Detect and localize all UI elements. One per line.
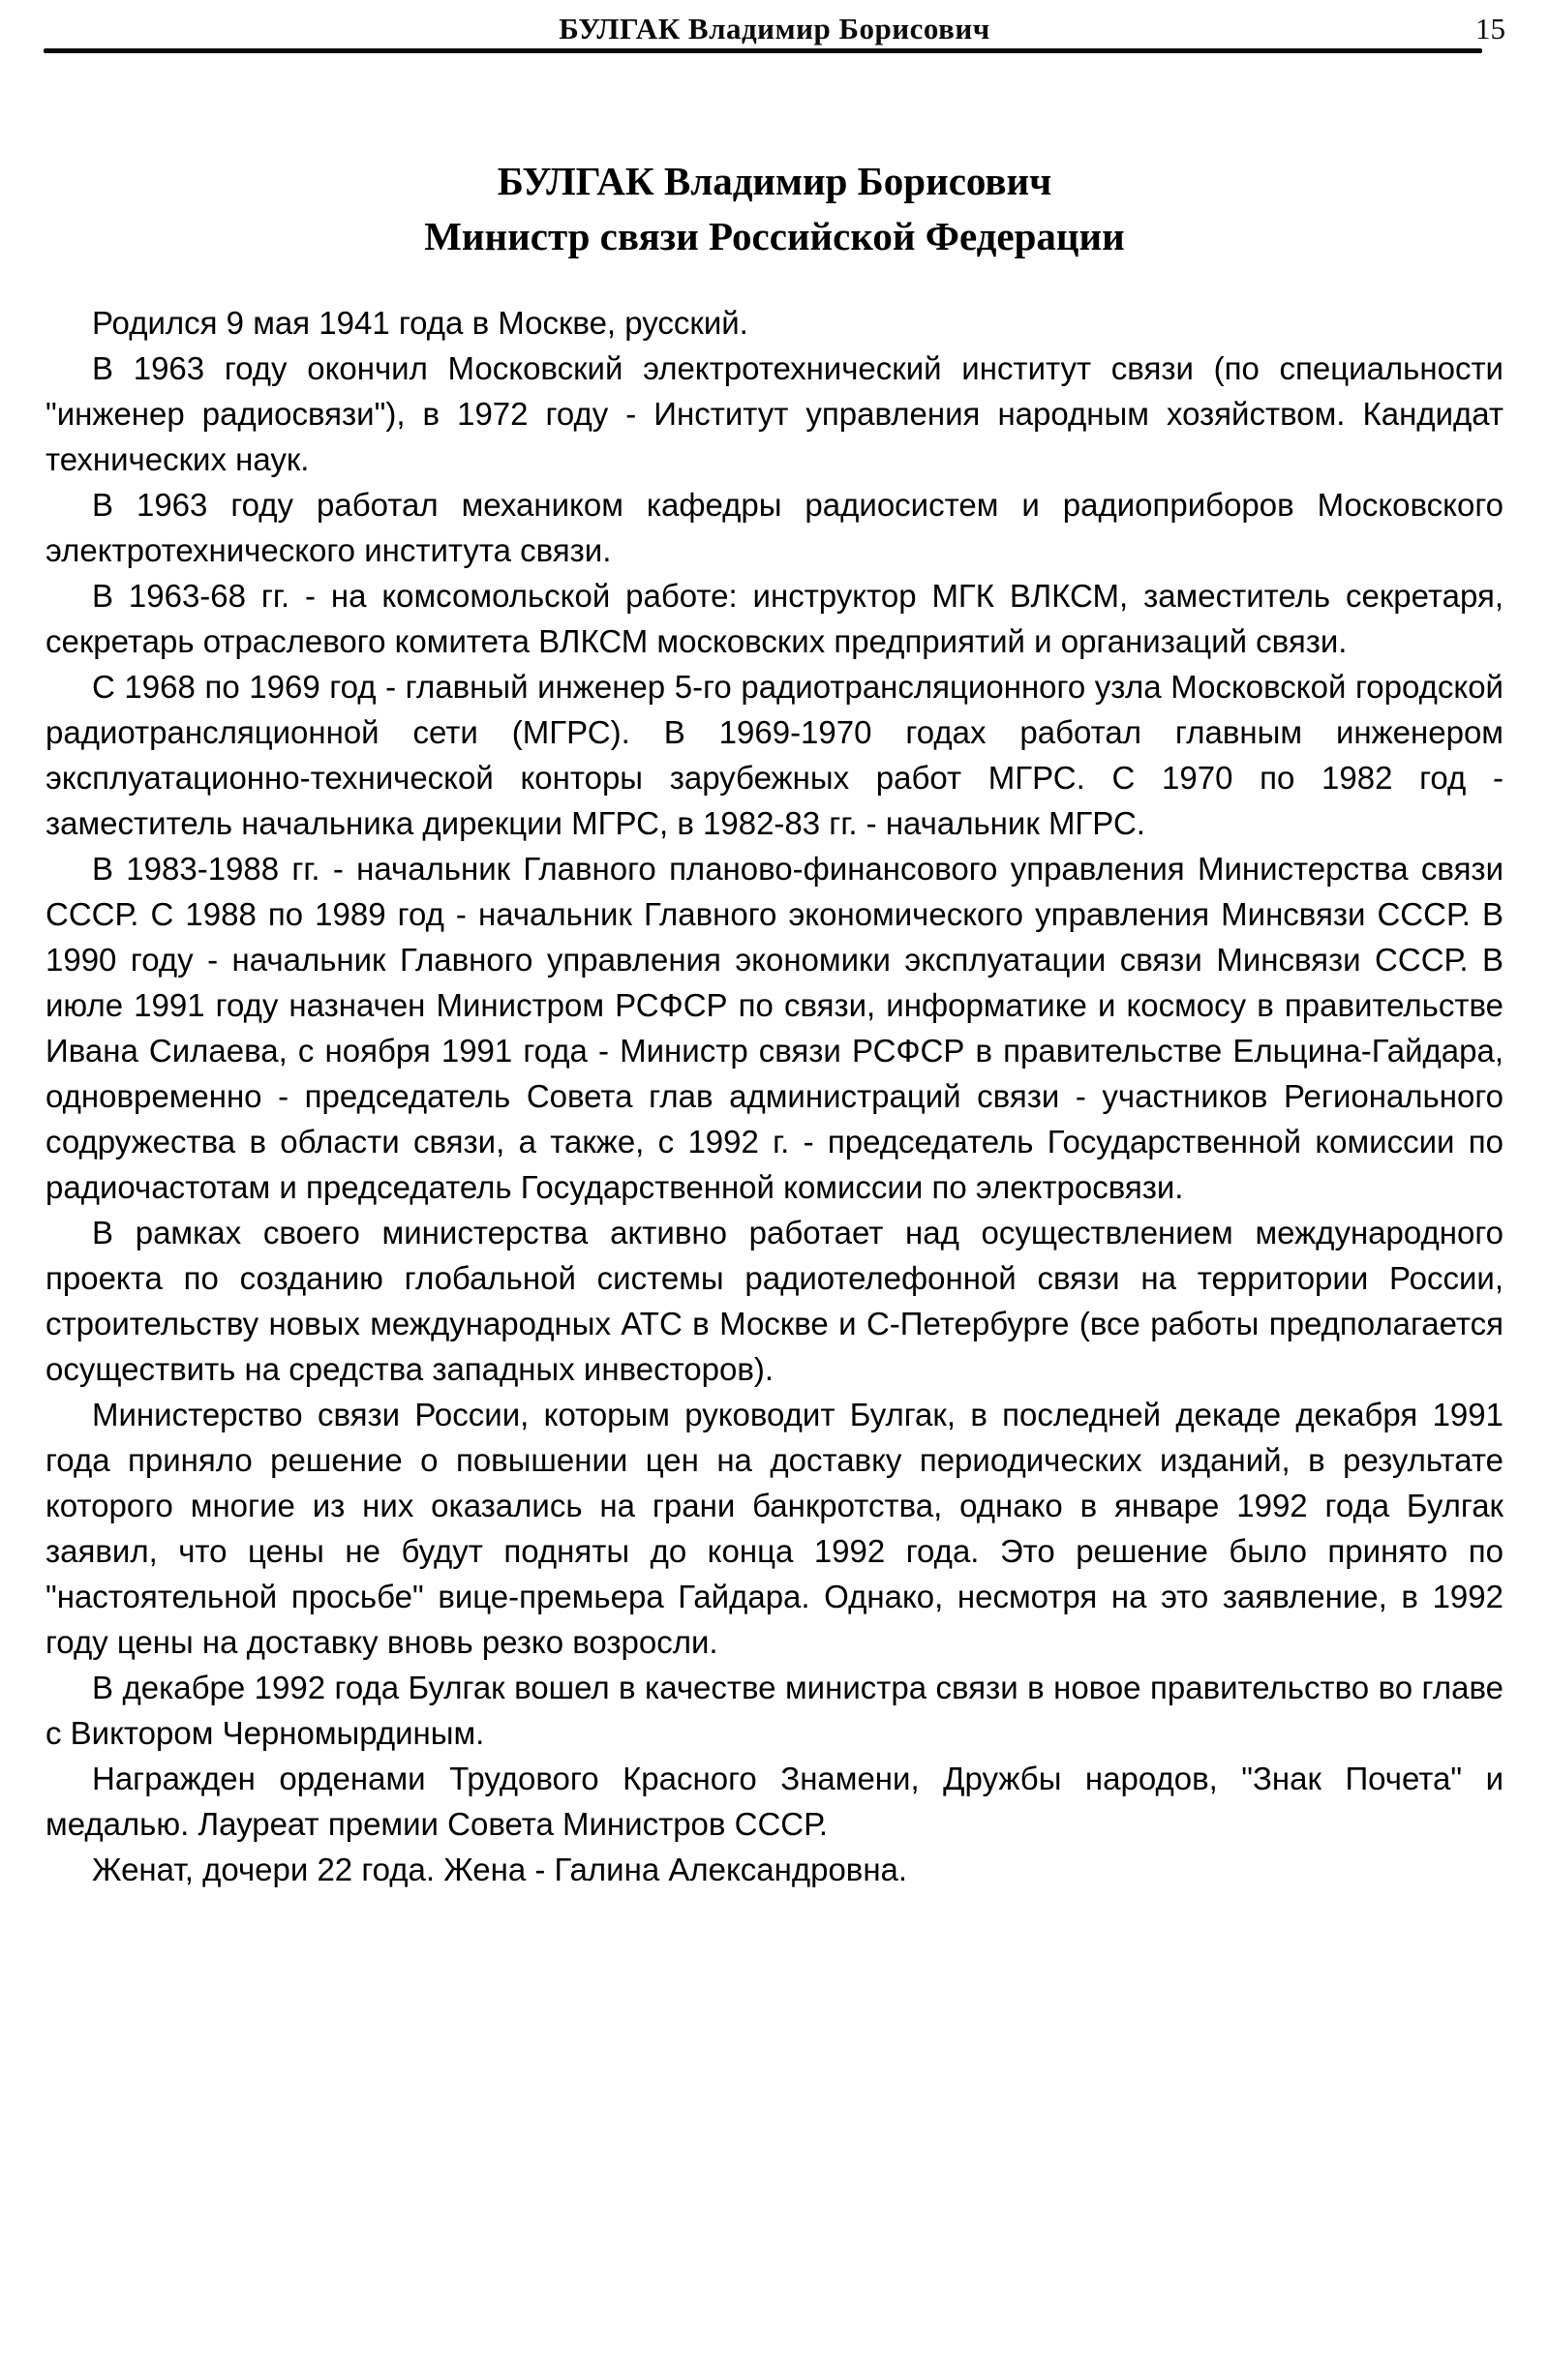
paragraph-komsomol: В 1963-68 гг. - на комсомольской работе: инструктор МГК ВЛКСМ, заместитель секретаря, секретарь отраслевого комитета ВЛКСМ московских предприятий и организаций связи. xyxy=(46,578,1503,659)
paragraph-ministry-career: В 1983-1988 гг. - начальник Главного планово-финансового управления Министерства связи СССР. С 1988 по 1989 год - начальник Главного экономического управления Минсвязи СССР. В 1990 году - начальник Главного управления экономики эксплуатации связи Минсвязи СССР. В июле 1991 году назначен Министром РСФСР по связи, информатике и космосу в правительстве Ивана Силаева, с ноября 1991 года - Министр связи РСФСР в правительстве Ельцина-Гайдара, одновременно - председатель Совета глав администраций связи - участников Регионального содружества в области связи, а также, с 1992 г. - председатель Государственной комиссии по радиочастотам и председатель Государственной комиссии по электросвязи. xyxy=(46,851,1503,1205)
article-body xyxy=(46,300,1503,1892)
paragraph-education: В 1963 году окончил Московский электротехнический институт связи (по специальности "инженер радиосвязи"), в 1972 году - Институт управления народным хозяйством. Кандидат технических наук. xyxy=(46,350,1503,477)
paragraph-new-government: В декабре 1992 года Булгак вошел в качестве министра связи в новое правительство во главе с Виктором Черномырдиным. xyxy=(46,1670,1503,1751)
running-title: БУЛГАК Владимир Борисович xyxy=(559,12,990,45)
article-subtitle: Министр связи Российской Федерации xyxy=(424,214,1125,258)
paragraph-mgrs-career: С 1968 по 1969 год - главный инженер 5-го радиотрансляционного узла Московской городской радиотрансляционной сети (МГРС). В 1969-1970 годах работал главным инженером эксплуатационно-технической конторы зарубежных работ МГРС. С 1970 по 1982 год - заместитель начальника дирекции МГРС, в 1982-83 гг. - начальник МГРС. xyxy=(46,669,1503,841)
paragraph-awards: Награжден орденами Трудового Красного Знамени, Дружбы народов, "Знак Почета" и медалью. Лауреат премии Совета Министров СССР. xyxy=(46,1761,1503,1842)
page-number: 15 xyxy=(1475,12,1505,45)
header-rule-divider xyxy=(44,48,1482,53)
paragraph-projects: В рамках своего министерства активно работает над осуществлением международного проекта по созданию глобальной системы радиотелефонной связи на территории России, строительству новых международных АТС в Москве и С-Петербурге (все работы предполагается осуществить на средства западных инвесторов). xyxy=(46,1215,1503,1387)
paragraph-birth: Родился 9 мая 1941 года в Москве, русский. xyxy=(92,305,748,341)
article-title: БУЛГАК Владимир Борисович xyxy=(497,159,1052,203)
paragraph-first-job: В 1963 году работал механиком кафедры радиосистем и радиоприборов Московского электротехнического института связи. xyxy=(46,487,1503,568)
paragraph-family: Женат, дочери 22 года. Жена - Галина Александровна. xyxy=(92,1852,908,1887)
running-header xyxy=(44,12,1505,50)
paragraph-price-decision: Министерство связи России, которым руководит Булгак, в последней декаде декабря 1991 года приняло решение о повышении цен на доставку периодических изданий, в результате которого многие из них оказались на грани банкротства, однако в январе 1992 года Булгак заявил, что цены не будут подняты до конца 1992 года. Это решение было принято по "настоятельной просьбе" вице-премьера Гайдара. Однако, несмотря на это заявление, в 1992 году цены на доставку вновь резко возросли. xyxy=(46,1397,1503,1660)
